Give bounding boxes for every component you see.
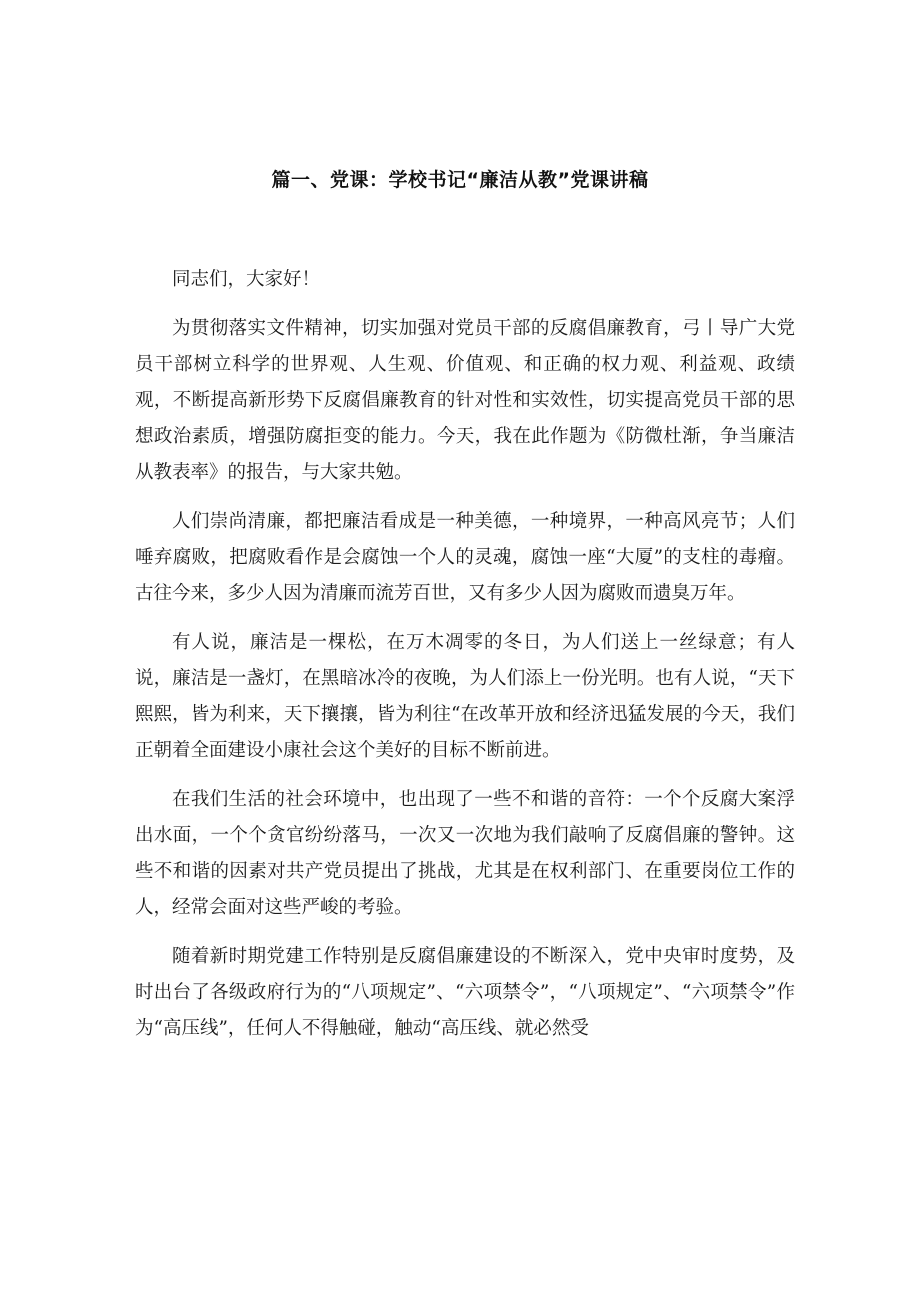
paragraph-greeting: 同志们，大家好！: [172, 269, 321, 290]
paragraph: 有人说，廉洁是一棵松，在万木凋零的冬日，为人们送上一丝绿意；有人说，廉洁是一盏灯，在黑暗冰冷的夜晚，为人们添上一份光明。也有人说，“天下熙熙，皆为利来，天下攘攘，皆为利往“在改革开放和经济迅猛发展的今天，我们正朝着全面建设小康社会这个美好的目标不断前进。: [135, 632, 795, 761]
paragraph: 在我们生活的社会环境中，也出现了一些不和谐的音符：一个个反腐大案浮出水面，一个个贪官纷纷落马，一次又一次地为我们敲响了反腐倡廉的警钟。这些不和谐的因素对共产党员提出了挑战，尤其是在权利部门、在重要岗位工作的人，经常会面对这些严峻的考验。: [135, 789, 795, 918]
paragraph: 随着新时期党建工作特别是反腐倡廉建设的不断深入，党中央审时度势，及时出台了各级政府行为的“八项规定”、“六项禁令”，“八项规定”、“六项禁令”作为“高压线”，任何人不得触碰，触动“高压线、就必然受: [135, 946, 795, 1039]
paragraph: 为贯彻落实文件精神，切实加强对党员干部的反腐倡廉教育，弓丨导广大党员干部树立科学的世界观、人生观、价值观、和正确的权力观、利益观、政绩观，不断提高新形势下反腐倡廉教育的针对性和实效性，切实提高党员干部的思想政治素质，增强防腐拒变的能力。今天，我在此作题为《防微杜渐，争当廉洁从教表率》的报告，与大家共勉。: [135, 318, 795, 483]
paragraph: 人们崇尚清廉，都把廉洁看成是一种美德，一种境界，一种高风亮节；人们唾弃腐败，把腐败看作是会腐蚀一个人的灵魂，腐蚀一座“大厦”的支柱的毒瘤。古往今来，多少人因为清廉而流芳百世，又有多少人因为腐败而遗臭万年。: [135, 511, 795, 604]
document-title: 篇一、党课：学校书记“廉洁从教”党课讲稿: [271, 169, 649, 191]
document-body: [135, 262, 795, 1047]
